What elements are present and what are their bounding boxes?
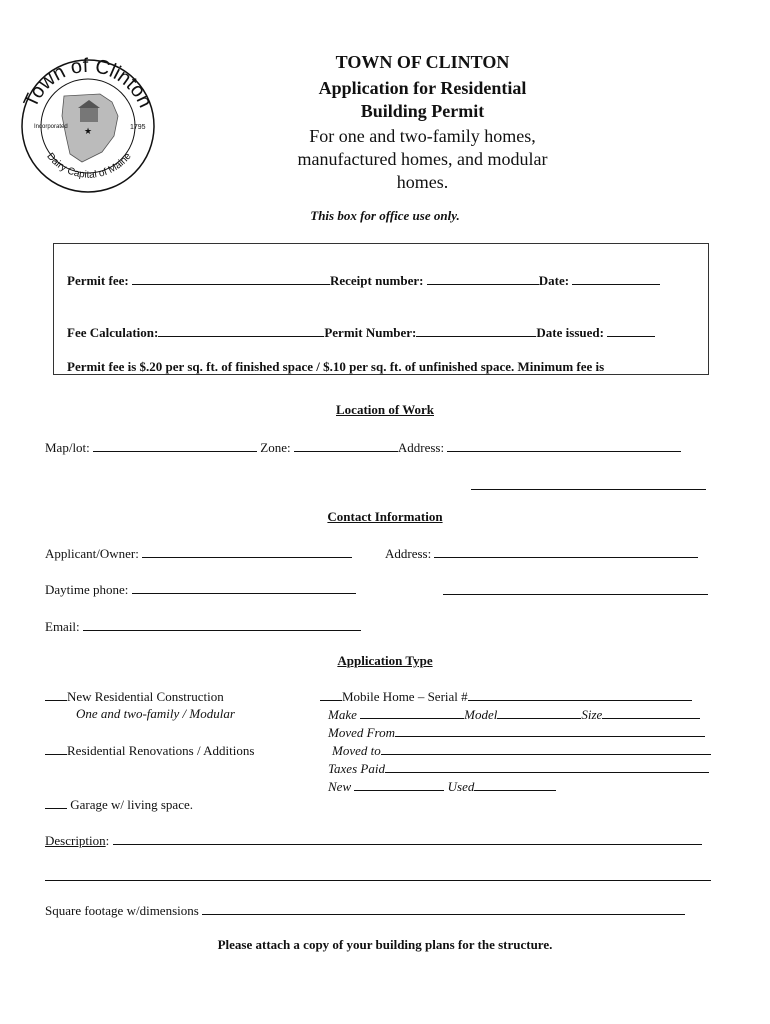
zone-field[interactable]	[294, 439, 398, 452]
renovations-option[interactable]	[45, 742, 254, 759]
description-field[interactable]	[113, 832, 702, 845]
subtitle-line-2: Building Permit	[360, 101, 485, 121]
receipt-number-field[interactable]	[427, 272, 539, 285]
new-construction-label: New Residential Construction	[67, 689, 224, 704]
email-row	[45, 618, 361, 635]
fee-calculation-label: Fee Calculation:	[67, 325, 159, 340]
application-type-heading: Application Type	[337, 653, 433, 668]
permit-fee-field[interactable]	[132, 272, 330, 285]
garage-option[interactable]	[45, 796, 193, 813]
model-label: Model	[464, 707, 498, 722]
attach-plans-note: Please attach a copy of your building plans for the structure.	[217, 937, 553, 952]
moved-from-field[interactable]	[395, 724, 705, 737]
mobile-home-label: Mobile Home – Serial #	[342, 689, 468, 704]
permit-fee-label: Permit fee	[67, 273, 125, 288]
taxes-paid-field[interactable]	[385, 760, 709, 773]
description-row: Description:	[45, 832, 702, 849]
contact-address-label: Address:	[385, 546, 432, 561]
subtitle-line-1: Application for Residential	[318, 78, 527, 98]
form-description	[260, 125, 585, 194]
date-label: Date:	[538, 273, 570, 288]
new-construction-sub: One and two-family / Modular	[76, 706, 235, 721]
office-use-note: This box for office use only.	[310, 208, 460, 223]
mobile-home-option[interactable]	[320, 688, 692, 705]
applicant-row	[45, 545, 352, 562]
moved-from-row	[328, 724, 705, 741]
location-heading: Location of Work	[336, 402, 434, 417]
fee-note: Permit fee is $.20 per sq. ft. of finished space / $.10 per sq. ft. of unfinished space. Minimum fee is	[67, 359, 605, 374]
new-field[interactable]	[354, 778, 444, 791]
seal-incorporated-text: Incorporated	[34, 124, 68, 130]
contact-heading: Contact Information	[327, 509, 443, 524]
size-field[interactable]	[602, 706, 700, 719]
maplot-label: Map/lot:	[45, 440, 90, 455]
seal-bottom-text: Dairy Capital of Maine	[44, 151, 134, 181]
mobile-home-checkline[interactable]	[320, 688, 342, 701]
moved-to-label: Moved to	[332, 743, 381, 758]
square-footage-row	[45, 902, 685, 919]
moved-to-row	[332, 742, 711, 759]
office-use-box	[53, 243, 709, 375]
town-seal-logo	[12, 44, 164, 194]
email-label: Email:	[45, 619, 80, 634]
contact-address-row	[385, 545, 698, 562]
description-line-3: homes.	[396, 172, 449, 192]
location-address-line-2[interactable]	[471, 477, 706, 490]
renovations-checkline[interactable]	[45, 742, 67, 755]
make-field[interactable]	[360, 706, 464, 719]
make-label: Make	[328, 707, 357, 722]
date-issued-field[interactable]	[607, 324, 655, 337]
location-row	[45, 439, 681, 456]
fee-calculation-field[interactable]	[158, 324, 324, 337]
date-field[interactable]	[572, 272, 660, 285]
moved-to-field[interactable]	[381, 742, 711, 755]
contact-address-line-2[interactable]	[443, 582, 708, 595]
seal-top-text: Town of Clinton	[19, 54, 157, 112]
receipt-number-label: Receipt number	[329, 273, 420, 288]
description-line-1: For one and two-family homes,	[309, 126, 536, 146]
new-construction-checkline[interactable]	[45, 688, 67, 701]
seal-year-text: 1795	[130, 124, 146, 131]
taxes-paid-label: Taxes Paid	[328, 761, 385, 776]
address-label: Address:	[397, 440, 445, 455]
square-footage-field[interactable]	[202, 902, 685, 915]
star-icon: ★	[84, 126, 93, 136]
applicant-field[interactable]	[142, 545, 352, 558]
description-line-2[interactable]	[45, 868, 711, 881]
square-footage-label: Square footage w/dimensions	[45, 903, 199, 918]
size-label: Size	[581, 707, 603, 722]
email-field[interactable]	[83, 618, 361, 631]
permit-number-label: Permit Number:	[324, 325, 417, 340]
location-address-field[interactable]	[447, 439, 681, 452]
model-field[interactable]	[497, 706, 581, 719]
zone-label: Zone:	[260, 440, 291, 455]
contact-address-field[interactable]	[434, 545, 698, 558]
new-used-row	[328, 778, 556, 795]
office-row-2: Fee Calculation: Permit Number: Date issued:	[67, 324, 655, 341]
applicant-label: Applicant/Owner:	[45, 546, 139, 561]
phone-label: Daytime phone:	[45, 582, 129, 597]
phone-row	[45, 581, 356, 598]
moved-from-label: Moved From	[328, 725, 396, 740]
phone-field[interactable]	[132, 581, 356, 594]
description-line-2: manufactured homes, and modular	[297, 149, 548, 169]
renovations-label: Residential Renovations / Additions	[67, 743, 255, 758]
garage-label: Garage w/ living space.	[70, 797, 193, 812]
new-label: New	[328, 779, 352, 794]
used-label: Used	[447, 779, 475, 794]
form-subtitle	[260, 77, 585, 123]
make-model-row	[328, 706, 700, 723]
maplot-field[interactable]	[93, 439, 257, 452]
used-field[interactable]	[474, 778, 556, 791]
garage-checkline[interactable]	[45, 796, 67, 809]
serial-field[interactable]	[468, 688, 692, 701]
office-row-1: Permit fee: Receipt number: Date:	[67, 272, 660, 289]
description-label: Description	[45, 833, 106, 848]
new-construction-option[interactable]	[45, 688, 224, 705]
form-title: TOWN OF CLINTON	[335, 52, 510, 72]
permit-number-field[interactable]	[416, 324, 536, 337]
date-issued-label: Date issued	[536, 325, 600, 340]
taxes-paid-row	[328, 760, 709, 777]
